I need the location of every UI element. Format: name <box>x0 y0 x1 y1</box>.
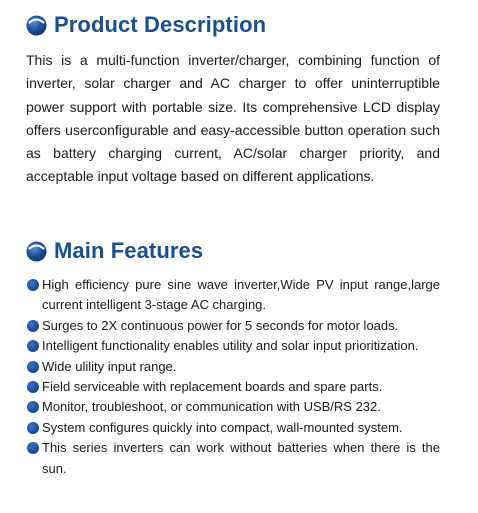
feature-text: Surges to 2X continuous power for 5 seconds for motor loads. <box>42 317 399 333</box>
feature-text: Wide ulility input range. <box>42 358 177 374</box>
feature-text: Intelligent functionality enables utility and solar input prioritization. <box>42 338 419 354</box>
feature-item <box>26 438 440 479</box>
feature-text: This series inverters can work without batteries when there is the sun. <box>42 440 440 476</box>
product-description-heading <box>26 10 266 40</box>
feature-item <box>26 418 440 438</box>
feature-text: Monitor, troubleshoot, or communication with USB/RS 232. <box>42 399 381 415</box>
product-description-text: This is a multi-function inverter/charger, combining function of inverter, solar charger and AC charger to offer uninterruptible power support with portable size. Its comprehensive LCD display offers userconfigurable and easy-accessible button operation such as battery charging current, AC/solar charger priority, and acceptable input voltage based on different applications. <box>26 52 440 185</box>
bullet-icon <box>27 401 39 413</box>
globe-bullet-icon <box>26 15 47 36</box>
section-title: Main Features <box>54 238 204 263</box>
feature-item <box>26 275 440 316</box>
bullet-icon <box>27 279 39 291</box>
bullet-icon <box>27 340 39 352</box>
feature-text: Field serviceable with replacement boards and spare parts. <box>42 379 383 395</box>
globe-bullet-icon <box>26 241 47 262</box>
feature-item <box>26 316 440 336</box>
features-list <box>26 275 440 479</box>
section-title: Product Description <box>54 12 267 37</box>
feature-item <box>26 397 440 417</box>
feature-text: High efficiency pure sine wave inverter,Wide PV input range,large current intelligent 3-stage AC charging. <box>42 277 440 313</box>
feature-item <box>26 377 440 397</box>
feature-item <box>26 357 440 377</box>
bullet-icon <box>27 442 39 454</box>
bullet-icon <box>27 320 39 332</box>
feature-text: System configures quickly into compact, wall-mounted system. <box>42 419 403 435</box>
bullet-icon <box>27 422 39 434</box>
main-features-heading <box>26 236 203 266</box>
bullet-icon <box>27 381 39 393</box>
bullet-icon <box>27 361 39 373</box>
feature-item <box>26 336 440 356</box>
